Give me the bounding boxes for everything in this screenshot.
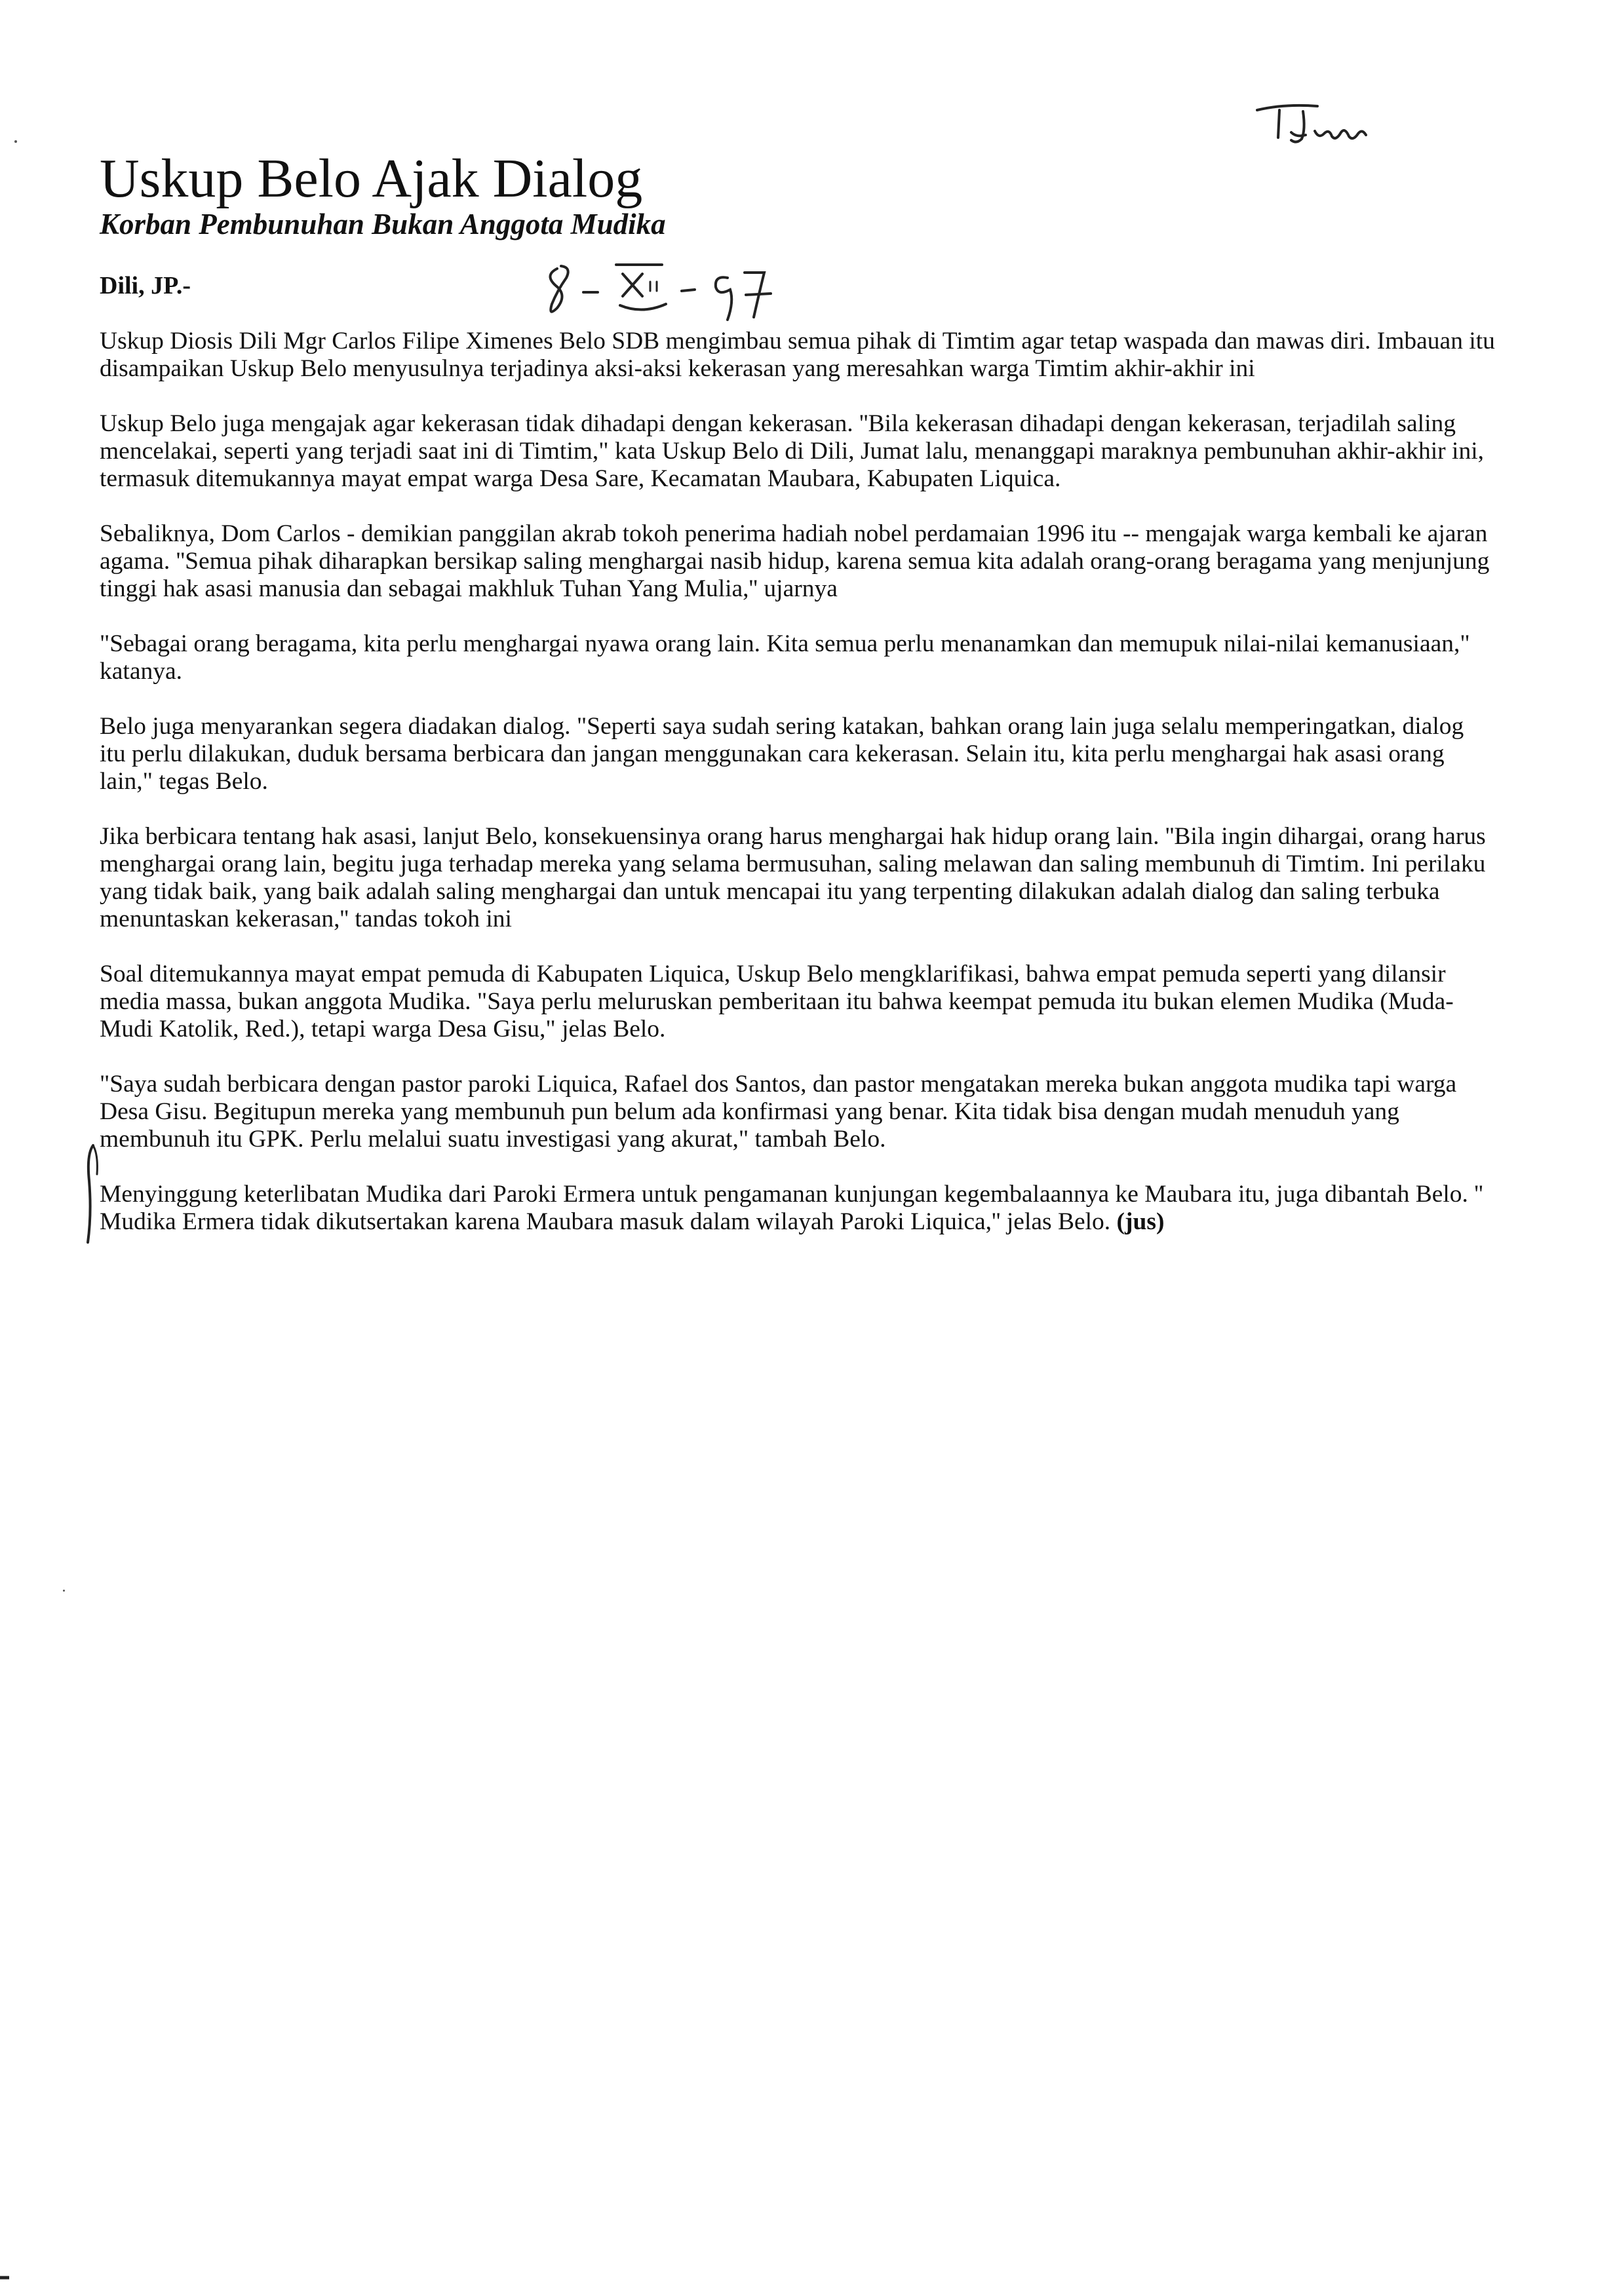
article-title: Uskup Belo Ajak Dialog (100, 148, 643, 210)
article-paragraph: Uskup Belo juga mengajak agar kekerasan tidak dihadapi dengan kekerasan. ''Bila kekerasan dihadapi dengan kekerasan, terjadilah saling mencelakai, seperti yang terjadi saat ini di Timtim," kata Uskup Belo di Dili, Jumat lalu, menanggapi maraknya pembunuhan akhir-akhir ini, termasuk ditemukannya mayat empat warga Desa Sare, Kecamatan Maubara, Kabupaten Liquica. (100, 410, 1484, 492)
margin-bracket-mark (79, 1141, 105, 1246)
article-body (100, 328, 1496, 1263)
article-paragraph-last (100, 1181, 1496, 1236)
article-paragraph: Jika berbicara tentang hak asasi, lanjut Belo, konsekuensinya orang harus menghargai hak hidup orang lain. ''Bila ingin dihargai, orang harus menghargai orang lain, begitu juga terhadap mereka yang selama bermusuhan, saling melawan dan saling membunuh di Timtim. Ini perilaku yang tidak baik, yang baik adalah saling menghargai dan untuk mencapai itu yang terpenting dilakukan adalah dialog dan saling terbuka menuntaskan kekerasan,'' tandas tokoh ini (100, 823, 1486, 932)
article-dateline: Dili, JP.- (100, 272, 191, 299)
handwritten-region-note (1245, 92, 1416, 164)
article-paragraph: Soal ditemukannya mayat empat pemuda di Kabupaten Liquica, Uskup Belo mengklarifikasi, bahwa empat pemuda seperti yang dilansir media massa, bukan anggota Mudika. "Saya perlu meluruskan pemberitaan itu bahwa keempat pemuda itu bukan elemen Mudika (Muda-Mudi Katolik, Red.), tetapi warga Desa Gisu," jelas Belo. (100, 961, 1454, 1043)
article-paragraph: "Saya sudah berbicara dengan pastor paroki Liquica, Rafael dos Santos, dan pastor mengatakan mereka bukan anggota mudika tapi warga Desa Gisu. Begitupun mereka yang membunuh pun belum ada konfirmasi yang benar. Kita tidak bisa dengan mudah menuduh yang membunuh itu GPK. Perlu melalui suatu investigasi yang akurat," tambah Belo. (100, 1071, 1457, 1153)
scan-speck (63, 1590, 65, 1592)
scan-corner-mark (0, 2267, 26, 2287)
handwritten-date (537, 249, 813, 328)
article-paragraph: Belo juga menyarankan segera diadakan dialog. "Seperti saya sudah sering katakan, bahkan orang lain juga selalu memperingatkan, dialog itu perlu dilakukan, duduk bersama berbicara dan jangan menggunakan cara kekerasan. Selain itu, kita perlu menghargai hak asasi orang lain," tegas Belo. (100, 713, 1464, 795)
scan-speck (14, 140, 17, 143)
article-paragraph: "Sebagai orang beragama, kita perlu menghargai nyawa orang lain. Kita semua perlu menanamkan dan memupuk nilai-nilai kemanusiaan," katanya. (100, 630, 1470, 685)
article-paragraph: Uskup Diosis Dili Mgr Carlos Filipe Ximenes Belo SDB mengimbau semua pihak di Timtim agar tetap waspada dan mawas diri. Imbauan itu disampaikan Uskup Belo menyusulnya terjadinya aksi-aksi kekerasan yang meresahkan warga Timtim akhir-akhir ini (100, 328, 1495, 382)
article-subtitle: Korban Pembunuhan Bukan Anggota Mudika (100, 208, 666, 240)
article-paragraph-text: Menyinggung keterlibatan Mudika dari Paroki Ermera untuk pengamanan kunjungan kegembalaannya ke Maubara itu, juga dibantah Belo. '' Mudika Ermera tidak dikutsertakan karena Maubara masuk dalam wilayah Paroki Liquica,'' jelas Belo. (100, 1181, 1483, 1235)
author-signoff: (jus) (1116, 1208, 1165, 1235)
article-paragraph: Sebaliknya, Dom Carlos - demikian panggilan akrab tokoh penerima hadiah nobel perdamaian 1996 itu -- mengajak warga kembali ke ajaran agama. ''Semua pihak diharapkan bersikap saling menghargai nasib hidup, karena semua kita adalah orang-orang beragama yang menjunjung tinggi hak asasi manusia dan sebagai makhluk Tuhan Yang Mulia,'' ujarnya (100, 520, 1490, 602)
